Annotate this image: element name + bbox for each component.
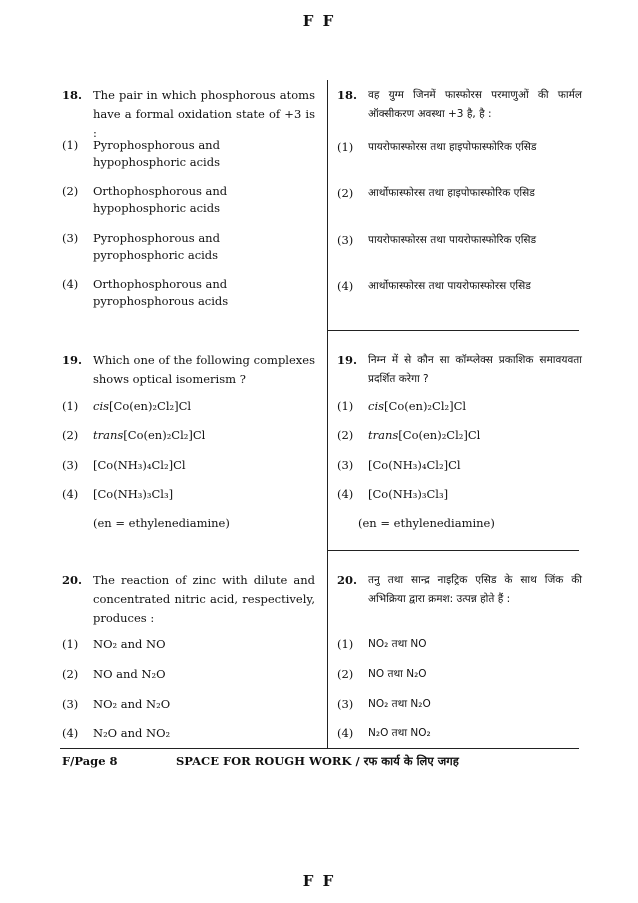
question-text: Which one of the following complexes shows optical isomerism ? [93, 353, 315, 386]
question-text: वह युग्म जिनमें फास्फोरस परमाणुओं की फार्मल ऑक्सीकरण अवस्था +3 है, है : [368, 89, 582, 120]
section-divider [327, 330, 579, 331]
note: (en = ethylenediamine) [93, 516, 230, 530]
paper-code-header: F F [302, 12, 336, 30]
question-number: 20. [337, 573, 358, 587]
question-number: 19. [62, 353, 83, 367]
question-text: निम्न में से कौन सा कॉम्प्लेक्स प्रकाशिक समावयवता प्रदर्शित करेगा ? [368, 354, 582, 385]
column-divider [327, 80, 328, 748]
rough-work-label: SPACE FOR ROUGH WORK / रफ कार्य के लिए जगह [176, 754, 459, 768]
question-number: 18. [337, 88, 358, 102]
question-text: The pair in which phosphorous atoms have a formal oxidation state of +3 is : [93, 88, 315, 140]
footer-rule [60, 748, 579, 749]
section-divider [327, 550, 579, 551]
note: (en = ethylenediamine) [358, 516, 495, 530]
question-text: The reaction of zinc with dilute and concentrated nitric acid, respectively, produces : [93, 573, 315, 625]
question-text: तनु तथा सान्द्र नाइट्रिक एसिड के साथ जिंक की अभिक्रिया द्वारा क्रमश: उत्पन्न होते हैं : [368, 574, 582, 605]
question-number: 18. [62, 88, 83, 102]
question-number: 20. [62, 573, 83, 587]
paper-code-footer: F F [302, 872, 336, 890]
page-number: F/Page 8 [62, 754, 118, 768]
question-number: 19. [337, 353, 358, 367]
